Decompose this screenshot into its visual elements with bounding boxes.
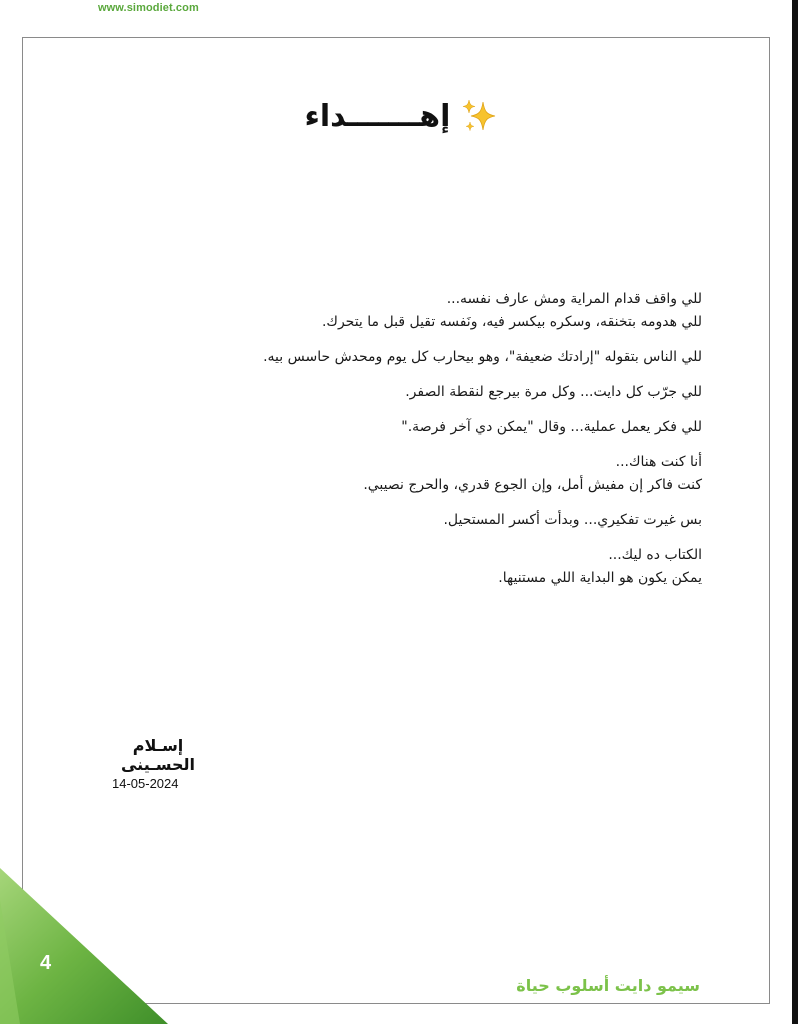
- text-line: للي واقف قدام المراية ومش عارف نفسه...: [446, 291, 702, 307]
- paragraph: [142, 346, 702, 369]
- dedication-body: [142, 288, 702, 602]
- sparkles-icon: [459, 96, 499, 136]
- author-name: إسـلام الحسـينى: [120, 736, 196, 774]
- text-line: بس غيرت تفكيري... وبدأت أكسر المستحيل.: [443, 512, 702, 528]
- site-url: www.simodiet.com: [98, 2, 199, 14]
- paragraph: [142, 288, 702, 334]
- corner-triangle-decoration: [0, 860, 180, 1024]
- page-edge-shadow: [792, 0, 798, 1024]
- footer-slogan: سيمو دايت أسلوب حياة: [516, 976, 700, 995]
- dedication-title: إهـــــــداء: [304, 98, 451, 134]
- dedication-title-row: [0, 96, 798, 136]
- text-line: للي جرّب كل دايت... وكل مرة بيرجع لنقطة الصفر.: [405, 384, 702, 400]
- text-line: كنت فاكر إن مفيش أمل، وإن الجوع قدري، والحرج نصيبي.: [363, 477, 702, 493]
- paragraph: [142, 416, 702, 439]
- paragraph: [142, 451, 702, 497]
- paragraph: [142, 544, 702, 590]
- text-line: يمكن يكون هو البداية اللي مستنيها.: [498, 570, 702, 586]
- paragraph: [142, 509, 702, 532]
- page-number: 4: [40, 952, 52, 974]
- text-line: للي الناس بتقوله "إرادتك ضعيفة"، وهو بيحارب كل يوم ومحدش حاسس بيه.: [263, 349, 702, 365]
- text-line: للي فكر يعمل عملية... وقال "يمكن دي آخر فرصة.": [401, 419, 702, 435]
- text-line: للي هدومه بتخنقه، وسكره بيكسر فيه، ونَفسه تقيل قبل ما يتحرك.: [321, 314, 702, 330]
- text-line: الكتاب ده ليك...: [608, 547, 702, 563]
- text-line: أنا كنت هناك...: [615, 454, 702, 470]
- author-date: 14-05-2024: [112, 776, 179, 791]
- paragraph: [142, 381, 702, 404]
